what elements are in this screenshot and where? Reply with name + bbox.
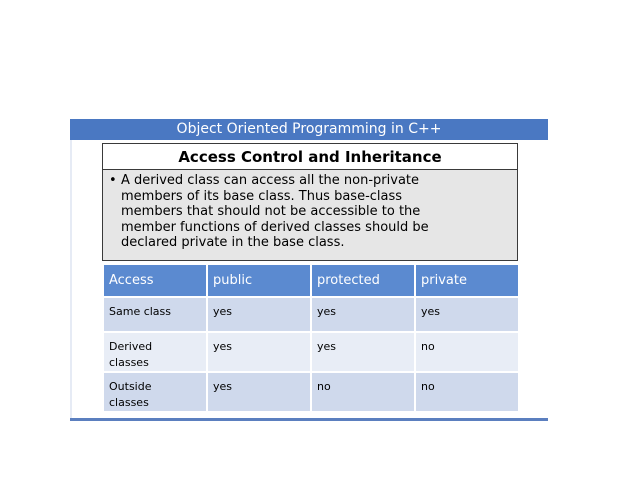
bullet-text: A derived class can access all the non-private members of its base class. Thus base-class members that should not be accessible to the member functions of derived classes should be declared private in the base class. xyxy=(121,173,429,251)
cell-protected: yes xyxy=(311,332,415,372)
slide-title: Access Control and Inheritance xyxy=(102,143,518,170)
table-header-row xyxy=(103,264,519,297)
cell-public: yes xyxy=(207,297,311,332)
access-table xyxy=(102,263,520,413)
cell-protected: yes xyxy=(311,297,415,332)
bottom-divider xyxy=(70,418,548,421)
cell-public: yes xyxy=(207,332,311,372)
cell-private: no xyxy=(415,332,519,372)
table-row xyxy=(103,332,519,372)
cell-private: no xyxy=(415,372,519,412)
row-label: Same class xyxy=(103,297,207,332)
header-public: public xyxy=(207,264,311,297)
bullet-box xyxy=(102,170,518,261)
left-divider xyxy=(70,140,72,418)
header-access: Access xyxy=(103,264,207,297)
header-private: private xyxy=(415,264,519,297)
row-label: Derived classes xyxy=(103,332,207,372)
cell-public: yes xyxy=(207,372,311,412)
row-label: Outside classes xyxy=(103,372,207,412)
table-row xyxy=(103,297,519,332)
course-banner: Object Oriented Programming in C++ xyxy=(70,119,548,140)
table-row xyxy=(103,372,519,412)
cell-private: yes xyxy=(415,297,519,332)
bullet-marker: • xyxy=(109,173,117,188)
cell-protected: no xyxy=(311,372,415,412)
header-protected: protected xyxy=(311,264,415,297)
